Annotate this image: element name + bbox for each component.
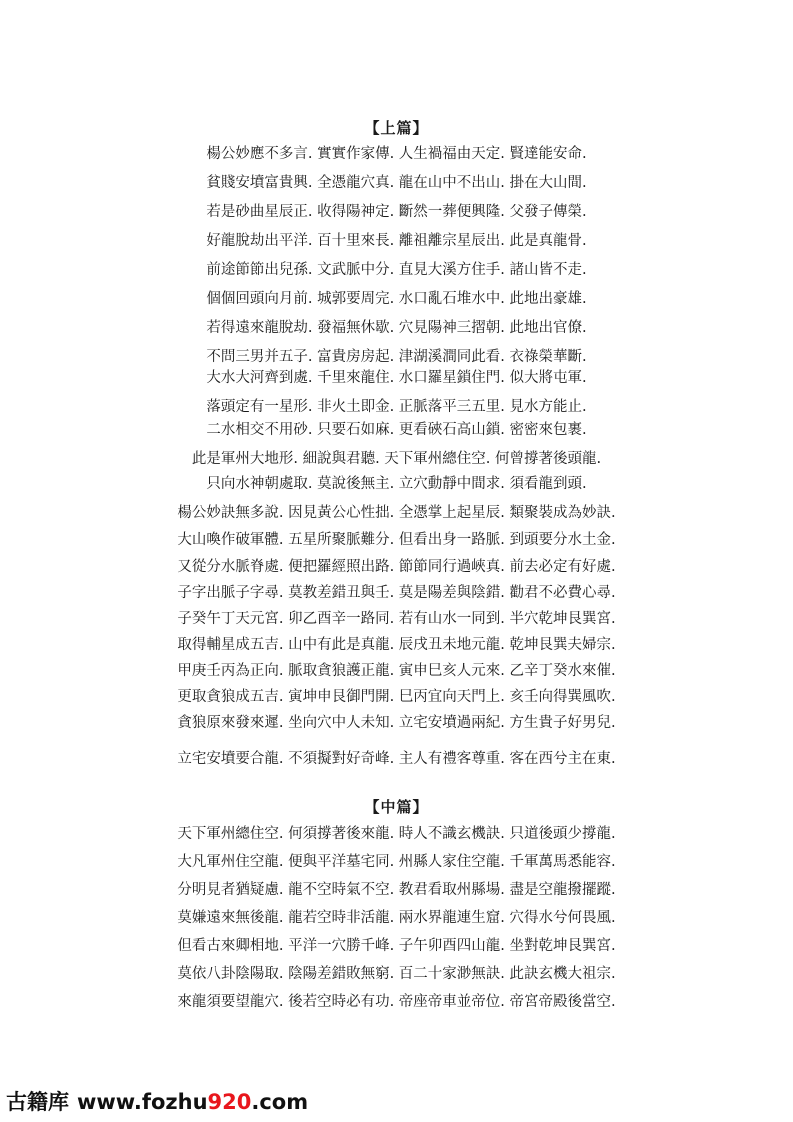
verse-line: 又從分水脈脊處. 便把羅經照出路. 節節同行過峽真. 前去必定有好處. bbox=[177, 559, 616, 575]
verse-line: 貪狼原來發來遲. 坐向穴中人未知. 立宅安墳過兩紀. 方生貴子好男兒. bbox=[177, 715, 616, 731]
section-title-middle: 【中篇】 bbox=[364, 798, 429, 816]
verse-line: 立宅安墳要合龍. 不須擬對好奇峰. 主人有禮客尊重. 客在西兮主在東. bbox=[177, 751, 616, 767]
verse-line: 此是軍州大地形. 細說與君聽. 天下軍州總住空. 何曾撐著後頭龍. bbox=[191, 451, 602, 467]
verse-line: 天下軍州總住空. 何須撐著後來龍. 時人不識玄機訣. 只道後頭少撐龍. bbox=[177, 826, 616, 842]
verse-line: 若是砂曲星辰正. 收得陽神定. 斷然一葬便興隆. 父發子傳榮. bbox=[206, 204, 587, 220]
site-url-prefix: www.fozhu bbox=[77, 1090, 208, 1114]
verse-line: 只向水神朝處取. 莫說後無主. 立穴動靜中間求. 須看龍到頭. bbox=[206, 476, 587, 492]
verse-line: 大山喚作破軍體. 五星所聚脈難分. 但看出身一路脈. 到頭要分水土金. bbox=[177, 532, 616, 548]
verse-line: 貧賤安墳富貴興. 全憑龍穴真. 龍在山中不出山. 掛在大山間. bbox=[206, 175, 587, 191]
site-url-suffix: .com bbox=[251, 1090, 309, 1114]
verse-line: 個個回頭向月前. 城郭要周完. 水口亂石堆水中. 此地出豪雄. bbox=[206, 291, 587, 307]
verse-line: 莫嫌遠來無後龍. 龍若空時非活龍. 兩水界龍連生窟. 穴得水兮何畏風. bbox=[177, 910, 616, 926]
verse-line: 不問三男并五子. 富貴房房起. 津湖溪澗同此看. 衣祿榮華斷. bbox=[206, 349, 587, 365]
verse-line: 莫依八卦陰陽取. 陰陽差錯敗無窮. 百二十家渺無訣. 此訣玄機大祖宗. bbox=[177, 966, 616, 982]
site-url-number: 920 bbox=[207, 1090, 252, 1114]
verse-line: 來龍須要望龍穴. 後若空時必有功. 帝座帝車並帝位. 帝宮帝殿後當空. bbox=[177, 994, 616, 1010]
site-name: 古籍库 bbox=[6, 1090, 69, 1114]
verse-line: 分明見者猶疑慮. 龍不空時氣不空. 教君看取州縣場. 盡是空龍撥擺蹤. bbox=[177, 882, 616, 898]
verse-line: 子字出脈子字尋. 莫教差錯丑與壬. 莫是陽差與陰錯. 勸君不必費心尋. bbox=[177, 585, 616, 601]
verse-line: 若得遠來龍脫劫. 發福無休歇. 穴見陽神三摺朝. 此地出官僚. bbox=[206, 320, 587, 336]
verse-line: 楊公妙應不多言. 實實作家傳. 人生禍福由天定. 賢達能安命. bbox=[206, 146, 587, 162]
verse-line: 大水大河齊到處. 千里來龍住. 水口羅星鎖住門. 似大將屯軍. bbox=[206, 370, 587, 386]
verse-line: 落頭定有一星形. 非火土即金. 正脈落平三五里. 見水方能止. bbox=[206, 399, 587, 415]
verse-line: 取得輔星成五吉. 山中有此是真龍. 辰戌丑未地元龍. 乾坤艮巽夫婦宗. bbox=[177, 637, 616, 653]
verse-line: 甲庚壬丙為正向. 脈取貪狼護正龍. 寅申巳亥人元來. 乙辛丁癸水來催. bbox=[177, 663, 616, 679]
site-watermark bbox=[6, 1088, 308, 1116]
verse-line: 二水相交不用砂. 只要石如麻. 更看硤石高山鎖. 密密來包裹. bbox=[206, 422, 587, 438]
verse-line: 但看古來卿相地. 平洋一穴勝千峰. 子午卯酉四山龍. 坐對乾坤艮巽宮. bbox=[177, 938, 616, 954]
section-title-upper: 【上篇】 bbox=[364, 119, 429, 137]
verse-line: 前途節節出兒孫. 文武脈中分. 直見大溪方住手. 諸山皆不走. bbox=[206, 262, 587, 278]
verse-line: 好龍脫劫出平洋. 百十里來長. 離祖離宗星辰出. 此是真龍骨. bbox=[206, 233, 587, 249]
verse-line: 更取貪狼成五吉. 寅坤申艮御門開. 巳丙宜向天門上. 亥壬向得巽風吹. bbox=[177, 689, 616, 705]
verse-line: 大凡軍州住空龍. 便與平洋墓宅同. 州縣人家住空龍. 千軍萬馬悉能容. bbox=[177, 854, 616, 870]
verse-line: 楊公妙訣無多說. 因見黃公心性拙. 全憑掌上起星辰. 類聚裝成為妙訣. bbox=[177, 505, 616, 521]
verse-line: 子癸午丁天元宮. 卯乙酉辛一路同. 若有山水一同到. 半穴乾坤艮巽宮. bbox=[177, 611, 616, 627]
